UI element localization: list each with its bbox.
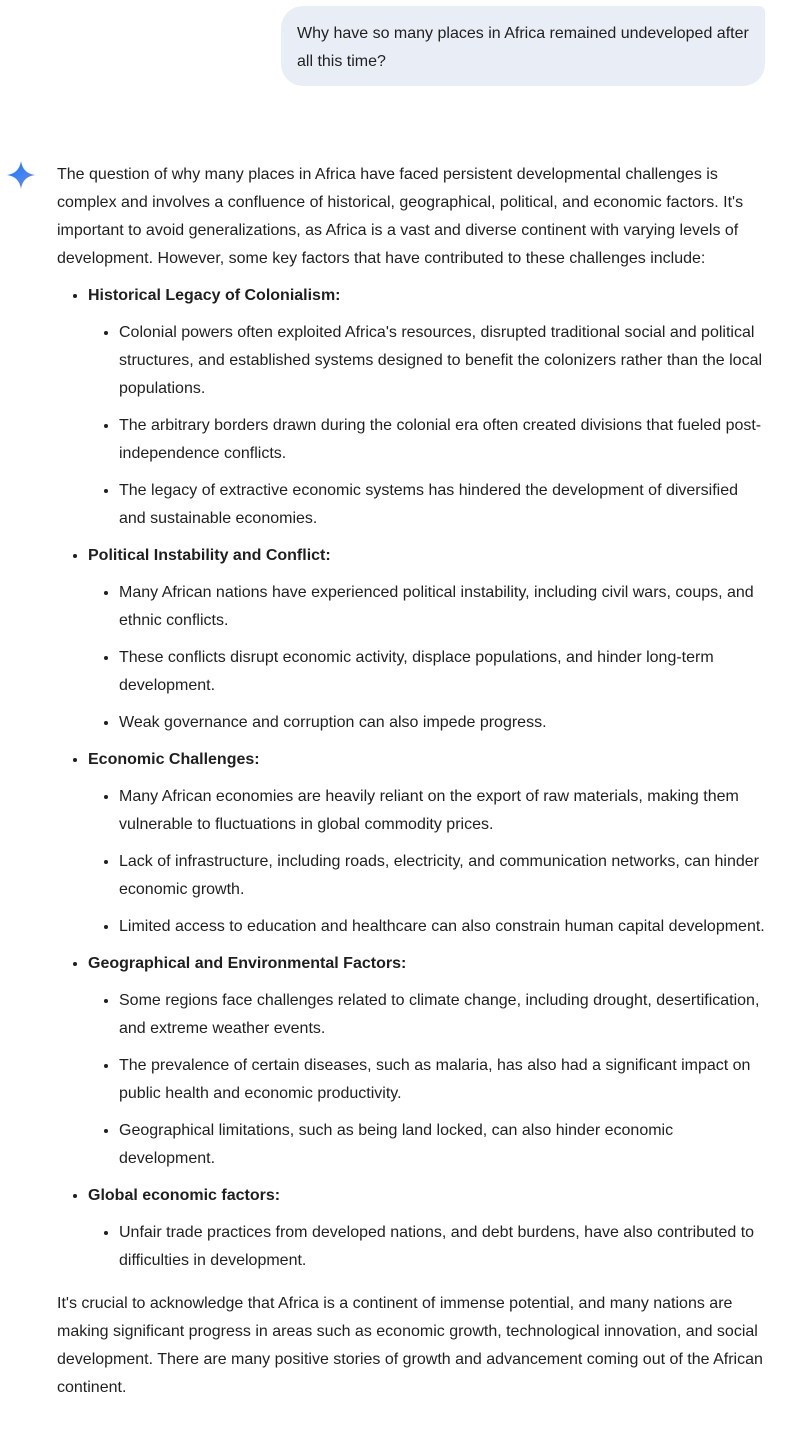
- section-points: [88, 319, 769, 533]
- list-item: • Weak governance and corruption can also impede progress.: [119, 709, 769, 737]
- list-item: • The legacy of extractive economic systems has hindered the development of diversified and sustainable economies.: [119, 477, 769, 533]
- list-item: • Colonial powers often exploited Africa's resources, disrupted traditional social and political structures, and established systems designed to benefit the colonizers rather than the local populations.: [119, 319, 769, 403]
- assistant-avatar: [6, 160, 36, 190]
- section-points: [88, 579, 769, 737]
- assistant-response: [57, 161, 769, 1402]
- factor-section-geographical: [88, 950, 769, 1173]
- section-points: [88, 1219, 769, 1275]
- list-item: • The prevalence of certain diseases, such as malaria, has also had a significant impact on public health and economic productivity.: [119, 1052, 769, 1108]
- list-item: • Many African economies are heavily reliant on the export of raw materials, making them vulnerable to fluctuations in global commodity prices.: [119, 783, 769, 839]
- section-heading: • Geographical and Environmental Factors:: [88, 955, 407, 972]
- list-item: • Some regions face challenges related to climate change, including drought, desertification, and extreme weather events.: [119, 987, 769, 1043]
- section-points: [88, 783, 769, 941]
- factor-section-colonialism: [88, 282, 769, 533]
- sparkle-icon: [6, 160, 36, 190]
- list-item: • These conflicts disrupt economic activity, displace populations, and hinder long-term development.: [119, 644, 769, 700]
- section-points: [88, 987, 769, 1173]
- user-message-text: Why have so many places in Africa remained undeveloped after all this time?: [297, 25, 749, 70]
- list-item: • Unfair trade practices from developed nations, and debt burdens, have also contributed to difficulties in development.: [119, 1219, 769, 1275]
- factor-section-political: [88, 542, 769, 737]
- list-item: • Lack of infrastructure, including roads, electricity, and communication networks, can hinder economic growth.: [119, 848, 769, 904]
- list-item: • Many African nations have experienced political instability, including civil wars, coups, and ethnic conflicts.: [119, 579, 769, 635]
- section-heading: • Historical Legacy of Colonialism:: [88, 287, 341, 304]
- response-closing: It's crucial to acknowledge that Africa is a continent of immense potential, and many nations are making significant progress in areas such as economic growth, technological innovation, and social development. There are many positive stories of growth and advancement coming out of the African continent.: [57, 1295, 763, 1396]
- user-message-bubble: [281, 6, 765, 86]
- factor-section-economic: [88, 746, 769, 941]
- section-heading: • Economic Challenges:: [88, 751, 260, 768]
- factor-section-global: [88, 1182, 769, 1275]
- list-item: • Limited access to education and healthcare can also constrain human capital development.: [119, 913, 769, 941]
- factor-list: [57, 282, 769, 1275]
- section-heading: • Global economic factors:: [88, 1187, 281, 1204]
- list-item: • The arbitrary borders drawn during the colonial era often created divisions that fueled post-independence conflicts.: [119, 412, 769, 468]
- section-heading: • Political Instability and Conflict:: [88, 547, 331, 564]
- response-intro: The question of why many places in Africa have faced persistent developmental challenges is complex and involves a confluence of historical, geographical, political, and economic factors. It's important to avoid generalizations, as Africa is a vast and diverse continent with varying levels of development. However, some key factors that have contributed to these challenges include:: [57, 166, 744, 267]
- list-item: • Geographical limitations, such as being land locked, can also hinder economic development.: [119, 1117, 769, 1173]
